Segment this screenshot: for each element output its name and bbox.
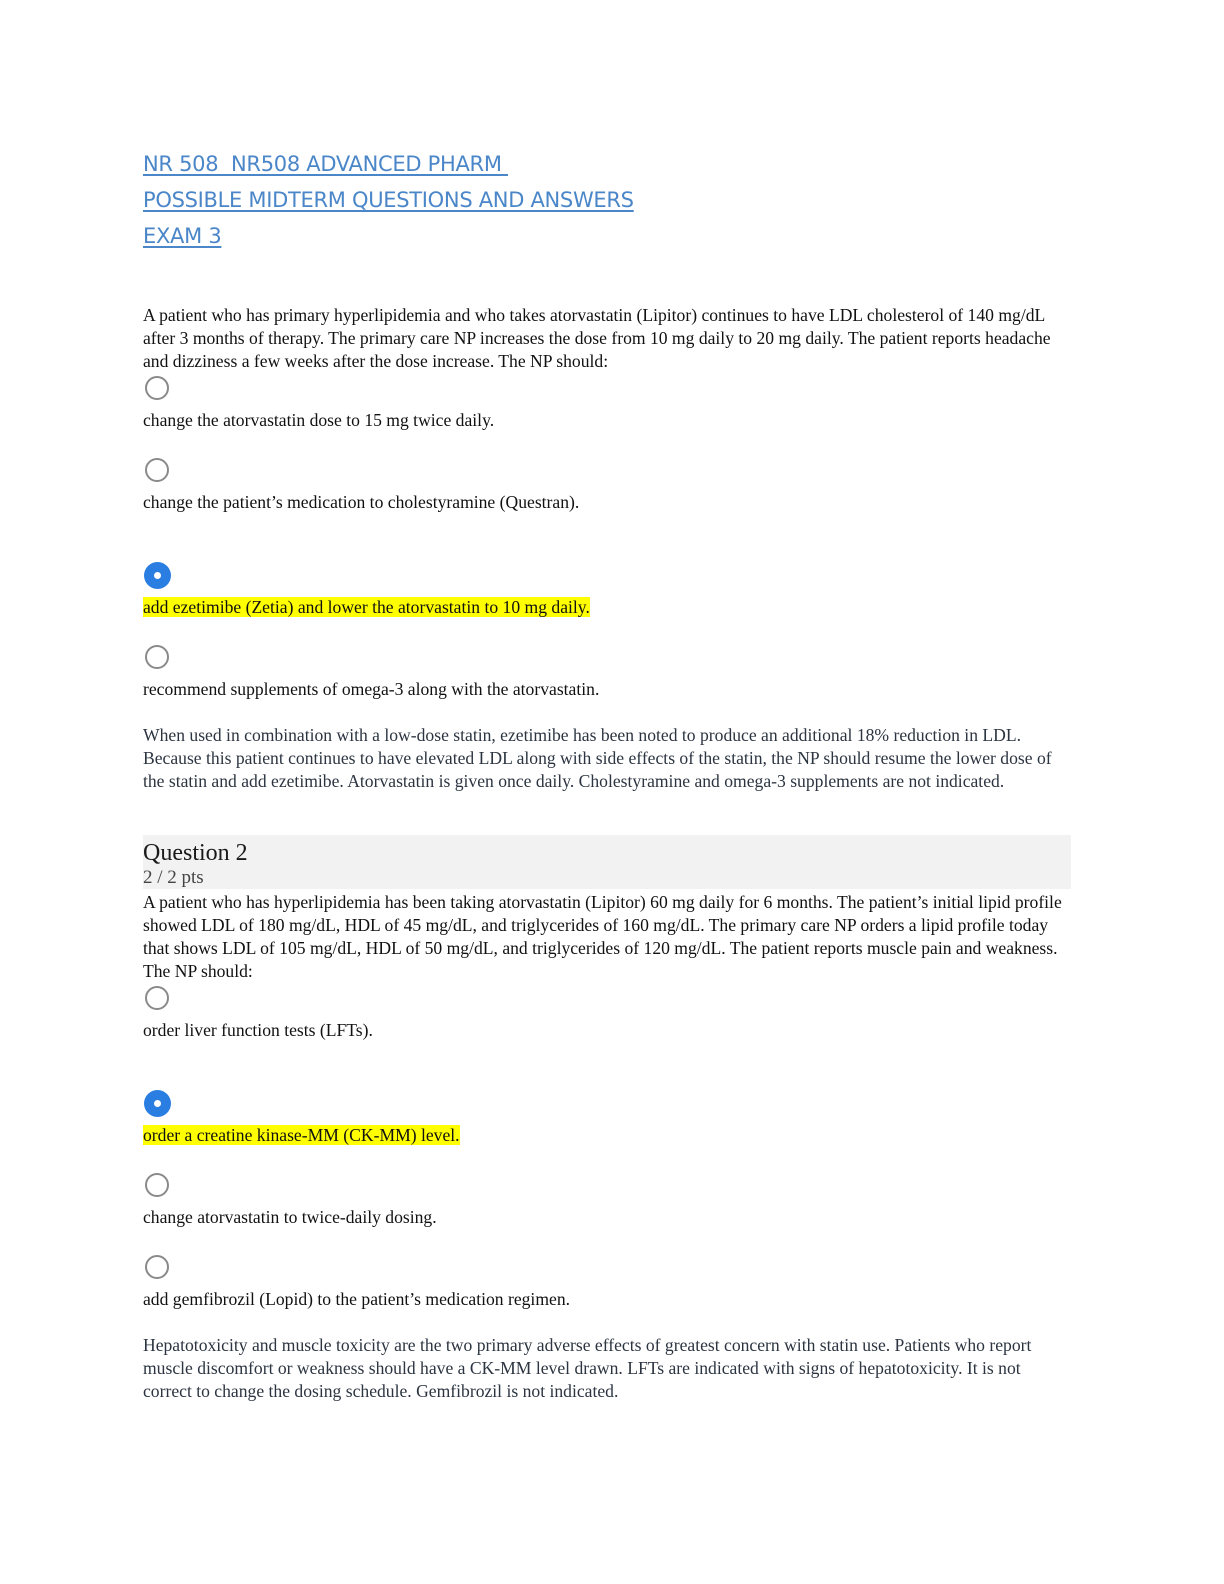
question-2-option-3-text: change atorvastatin to twice-daily dosing. — [143, 1207, 437, 1227]
question-2-option-2-radio-selected[interactable] — [144, 1090, 171, 1117]
question-2-stem: A patient who has hyperlipidemia has been taking atorvastatin (Lipitor) 60 mg daily for 6 months. The patient’s initial lipid profile showed LDL of 180 mg/dL, HDL of 45 mg/dL, and triglycerides of 160 mg/dL. The primary care NP orders a lipid profile today that shows LDL of 105 mg/dL, HDL of 50 mg/dL, and triglycerides of 120 mg/dL. The patient reports muscle pain and weakness. The NP should: — [143, 892, 1062, 981]
question-1-option-3-text — [143, 596, 1071, 619]
question-2-option-4-radio[interactable] — [145, 1255, 169, 1279]
question-2-option-2-text — [143, 1124, 1071, 1147]
question-1-option-3-radio-selected[interactable] — [144, 562, 171, 589]
question-2-option-1-text: order liver function tests (LFTs). — [143, 1020, 373, 1040]
question-2-option-4-text: add gemfibrozil (Lopid) to the patient’s medication regimen. — [143, 1289, 571, 1309]
question-1-option-1-text: change the atorvastatin dose to 15 mg twice daily. — [143, 410, 495, 430]
title-line-2: POSSIBLE MIDTERM QUESTIONS AND ANSWERS — [143, 188, 634, 212]
answer-highlight: order a creatine kinase-MM (CK-MM) level. — [143, 1125, 460, 1145]
question-1-feedback: When used in combination with a low-dose statin, ezetimibe has been noted to produce an additional 18% reduction in LDL. Because this patient continues to have elevated LDL along with side effects of the statin, the NP should resume the lower dose of the statin and add ezetimibe. Atorvastatin is given once daily. Cholestyramine and omega-3 supplements are not indicated. — [143, 725, 1052, 791]
question-2-title: Question 2 — [143, 840, 248, 866]
question-1-option-4-radio[interactable] — [145, 645, 169, 669]
answer-highlight: add ezetimibe (Zetia) and lower the atorvastatin to 10 mg daily. — [143, 597, 590, 617]
question-1-option-2-radio[interactable] — [145, 458, 169, 482]
question-1-option-4-text: recommend supplements of omega-3 along with the atorvastatin. — [143, 679, 600, 699]
question-2-header — [143, 835, 1071, 889]
question-2-option-1-radio[interactable] — [145, 986, 169, 1010]
question-2-feedback: Hepatotoxicity and muscle toxicity are the two primary adverse effects of greatest concern with statin use. Patients who report muscle discomfort or weakness should have a CK-MM level drawn. LFTs are indicated with signs of hepatotoxicity. It is not correct to change the dosing schedule. Gemfibrozil is not indicated. — [143, 1335, 1032, 1401]
question-1-option-1-radio[interactable] — [145, 376, 169, 400]
question-2-points: 2 / 2 pts — [143, 867, 204, 888]
title-line-3: EXAM 3 — [143, 224, 222, 248]
document-title — [143, 146, 843, 254]
title-line-1: NR 508 NR508 ADVANCED PHARM — [143, 152, 509, 176]
question-1-option-2-text: change the patient’s medication to cholestyramine (Questran). — [143, 492, 580, 512]
question-2-option-3-radio[interactable] — [145, 1173, 169, 1197]
question-1-stem: A patient who has primary hyperlipidemia and who takes atorvastatin (Lipitor) continues to have LDL cholesterol of 140 mg/dL after 3 months of therapy. The primary care NP increases the dose from 10 mg daily to 20 mg daily. The patient reports headache and dizziness a few weeks after the dose increase. The NP should: — [143, 305, 1051, 371]
